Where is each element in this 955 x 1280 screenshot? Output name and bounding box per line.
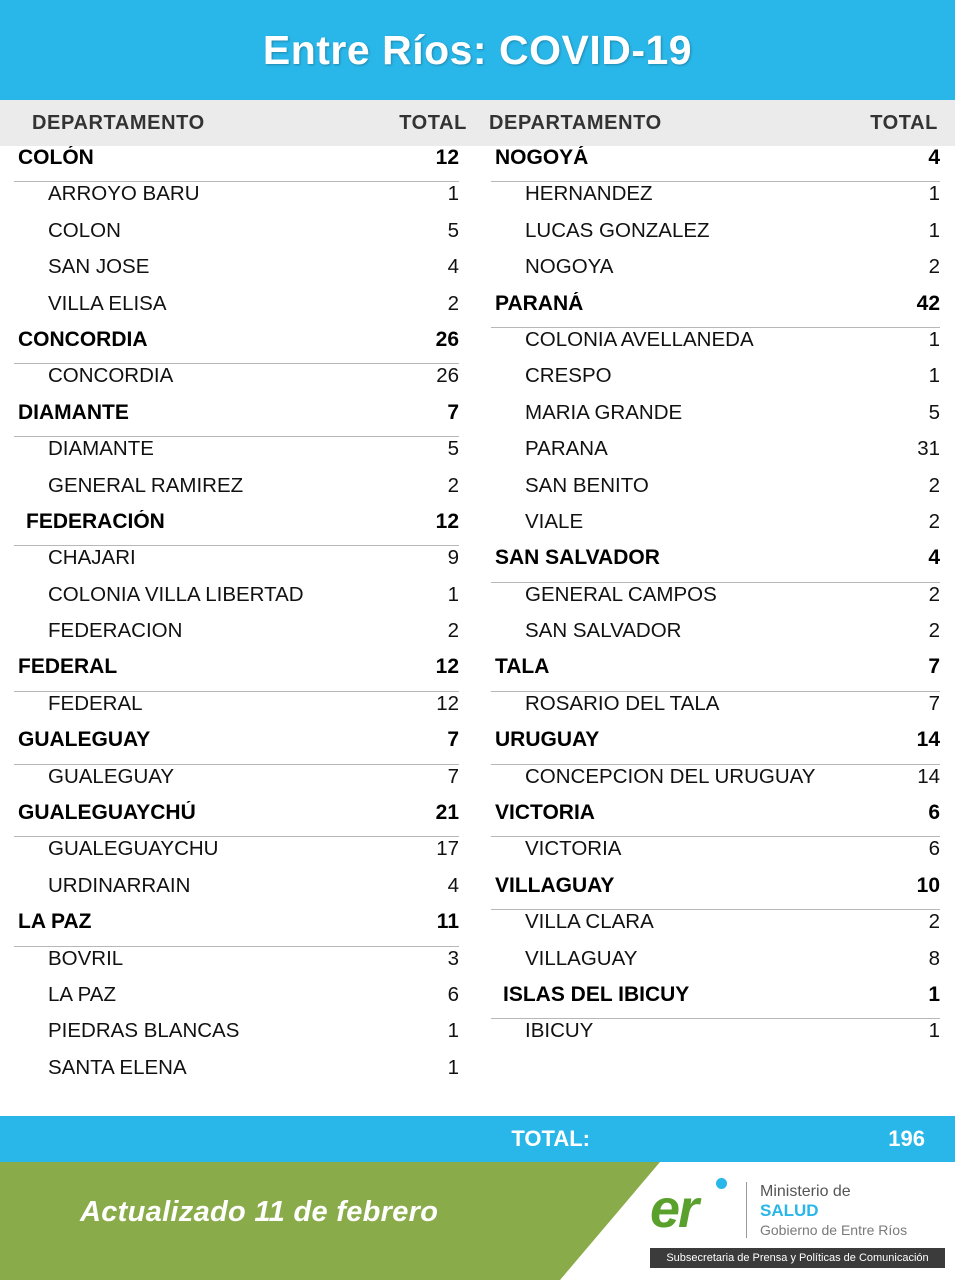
table-row-locality <box>491 947 940 983</box>
page-title: Entre Ríos: COVID-19 <box>262 27 693 73</box>
table-column-headers <box>0 100 955 146</box>
row-name: GENERAL RAMIREZ <box>48 473 244 497</box>
row-name: URUGUAY <box>495 728 600 752</box>
ministry-line-2: SALUD <box>760 1201 819 1220</box>
row-name: PARANÁ <box>495 291 584 315</box>
row-value: 4 <box>447 873 459 897</box>
row-value: 1 <box>928 218 940 242</box>
row-name: CONCEPCION DEL URUGUAY <box>525 764 816 788</box>
row-name: URDINARRAIN <box>48 873 191 897</box>
table-row-locality <box>14 437 459 473</box>
row-name: COLÓN <box>18 146 94 169</box>
row-value: 2 <box>928 619 940 643</box>
row-value: 1 <box>447 182 459 206</box>
row-name: ROSARIO DEL TALA <box>525 691 720 715</box>
row-name: GUALEGUAY <box>18 728 151 752</box>
table-row-locality <box>14 765 459 801</box>
row-name: CONCORDIA <box>18 327 148 351</box>
table-row-locality <box>14 546 459 582</box>
row-value: 4 <box>928 146 940 169</box>
row-name: FEDERACIÓN <box>26 509 165 533</box>
table-row-locality <box>14 983 459 1019</box>
row-value: 4 <box>928 546 940 570</box>
table-row-locality <box>491 364 940 400</box>
table-row-locality <box>14 255 459 291</box>
row-value: 11 <box>436 910 459 934</box>
header-total-left: TOTAL <box>399 111 467 134</box>
logo-divider <box>746 1182 747 1238</box>
row-name: COLON <box>48 218 121 242</box>
row-name: VILLAGUAY <box>495 873 615 897</box>
table-body <box>0 146 955 1116</box>
row-value: 10 <box>916 873 940 897</box>
table-row-department <box>491 728 940 764</box>
table-row-locality <box>14 474 459 510</box>
row-name: LA PAZ <box>48 982 116 1006</box>
row-name: ISLAS DEL IBICUY <box>503 982 690 1006</box>
table-column-right <box>477 146 954 1116</box>
table-row-locality <box>491 401 940 437</box>
column-header-left <box>0 100 477 146</box>
table-column-left <box>0 146 477 1116</box>
table-row-locality <box>491 510 940 546</box>
row-value: 31 <box>917 437 940 461</box>
row-value: 7 <box>928 655 940 679</box>
table-row-locality <box>14 219 459 255</box>
row-name: DIAMANTE <box>18 400 129 424</box>
row-value: 26 <box>435 327 459 351</box>
row-value: 6 <box>447 982 459 1006</box>
table-row-department <box>491 983 940 1019</box>
row-value: 2 <box>928 473 940 497</box>
row-name: BOVRIL <box>48 946 124 970</box>
row-value: 3 <box>447 946 459 970</box>
logo-dot-icon <box>716 1178 727 1189</box>
row-name: VICTORIA <box>495 801 595 825</box>
row-value: 12 <box>435 509 459 533</box>
row-name: CONCORDIA <box>48 364 174 388</box>
row-value: 1 <box>928 982 940 1006</box>
row-name: SAN JOSE <box>48 255 150 279</box>
row-name: GUALEGUAYCHÚ <box>18 801 196 825</box>
row-value: 6 <box>928 801 940 825</box>
table-row-department <box>491 801 940 837</box>
row-value: 2 <box>447 473 459 497</box>
row-value: 1 <box>928 364 940 388</box>
table-row-locality <box>491 583 940 619</box>
table-row-department <box>491 655 940 691</box>
row-value: 17 <box>436 837 459 861</box>
row-name: VIALE <box>525 509 584 533</box>
row-name: SAN BENITO <box>525 473 649 497</box>
row-value: 21 <box>435 801 459 825</box>
row-name: SAN SALVADOR <box>525 619 682 643</box>
row-value: 8 <box>928 946 940 970</box>
row-name: FEDERAL <box>48 691 143 715</box>
row-name: TALA <box>495 655 550 679</box>
row-name: COLONIA AVELLANEDA <box>525 327 754 351</box>
press-subsecretary-strip: Subsecretaria de Prensa y Políticas de Comunicación <box>650 1248 945 1268</box>
table-row-department <box>14 910 459 946</box>
table-row-locality <box>491 619 940 655</box>
row-value: 9 <box>447 546 459 570</box>
table-row-locality <box>491 437 940 473</box>
row-value: 5 <box>447 218 459 242</box>
row-value: 2 <box>928 255 940 279</box>
row-value: 1 <box>928 182 940 206</box>
updated-date: Actualizado 11 de febrero <box>80 1196 439 1228</box>
table-row-department <box>14 401 459 437</box>
row-name: CHAJARI <box>48 546 136 570</box>
row-value: 5 <box>928 400 940 424</box>
row-name: VILLA CLARA <box>525 910 654 934</box>
row-value: 2 <box>928 910 940 934</box>
row-name: SANTA ELENA <box>48 1055 187 1079</box>
row-value: 6 <box>928 837 940 861</box>
row-value: 1 <box>447 1019 459 1043</box>
row-value: 1 <box>447 582 459 606</box>
ministry-logo <box>650 1176 945 1272</box>
row-value: 7 <box>447 764 459 788</box>
table-row-locality <box>14 583 459 619</box>
row-name: FEDERACION <box>48 619 183 643</box>
row-name: MARIA GRANDE <box>525 400 683 424</box>
row-name: FEDERAL <box>18 655 118 679</box>
row-value: 1 <box>447 1055 459 1079</box>
row-value: 12 <box>436 691 459 715</box>
table-row-locality <box>14 292 459 328</box>
row-name: VILLA ELISA <box>48 291 167 315</box>
ministry-line-3: Gobierno de Entre Ríos <box>760 1222 908 1238</box>
row-name: LUCAS GONZALEZ <box>525 218 710 242</box>
table-row-locality <box>14 1056 459 1092</box>
row-value: 12 <box>435 655 459 679</box>
table-row-department <box>14 655 459 691</box>
table-row-locality <box>14 182 459 218</box>
row-name: SAN SALVADOR <box>495 546 660 570</box>
column-header-right <box>477 100 954 146</box>
row-value: 4 <box>447 255 459 279</box>
row-name: CRESPO <box>525 364 612 388</box>
row-name: VICTORIA <box>525 837 622 861</box>
row-name: COLONIA VILLA LIBERTAD <box>48 582 304 606</box>
table-row-department <box>491 874 940 910</box>
table-row-locality <box>491 1019 940 1055</box>
row-value: 7 <box>447 728 459 752</box>
table-row-locality <box>491 765 940 801</box>
table-row-locality <box>14 1019 459 1055</box>
row-value: 12 <box>435 146 459 169</box>
er-logo-icon: er <box>650 1179 698 1239</box>
row-name: GUALEGUAY <box>48 764 175 788</box>
row-name: ARROYO BARU <box>48 182 200 206</box>
total-value: 196 <box>888 1126 925 1151</box>
table-row-department <box>491 146 940 182</box>
row-name: VILLAGUAY <box>525 946 638 970</box>
row-name: PARANA <box>525 437 608 461</box>
row-name: NOGOYÁ <box>495 146 589 169</box>
row-name: PIEDRAS BLANCAS <box>48 1019 240 1043</box>
ministry-line-1: Ministerio de <box>760 1183 851 1200</box>
total-label: TOTAL: <box>511 1126 590 1151</box>
table-row-locality <box>14 692 459 728</box>
table-row-locality <box>491 910 940 946</box>
table-row-department <box>14 728 459 764</box>
row-name: NOGOYA <box>525 255 614 279</box>
total-band <box>0 1116 955 1162</box>
table-row-locality <box>491 328 940 364</box>
row-name: GUALEGUAYCHU <box>48 837 219 861</box>
row-value: 2 <box>928 509 940 533</box>
table-row-locality <box>491 182 940 218</box>
table-row-locality <box>14 364 459 400</box>
row-value: 42 <box>916 291 940 315</box>
table-row-department <box>14 510 459 546</box>
row-name: HERNANDEZ <box>525 182 653 206</box>
row-value: 2 <box>928 582 940 606</box>
table-row-department <box>14 801 459 837</box>
row-value: 1 <box>928 1019 940 1043</box>
table-row-locality <box>14 619 459 655</box>
row-value: 7 <box>447 400 459 424</box>
row-value: 26 <box>436 364 459 388</box>
header-departamento-right: DEPARTAMENTO <box>489 111 662 134</box>
table-row-locality <box>14 837 459 873</box>
row-value: 7 <box>928 691 940 715</box>
table-row-department <box>491 546 940 582</box>
row-name: GENERAL CAMPOS <box>525 582 717 606</box>
header-departamento-left: DEPARTAMENTO <box>32 111 205 134</box>
row-value: 1 <box>928 327 940 351</box>
table-row-locality <box>491 219 940 255</box>
table-row-locality <box>491 837 940 873</box>
table-row-department <box>14 146 459 182</box>
row-name: DIAMANTE <box>48 437 154 461</box>
ministry-text <box>760 1182 945 1239</box>
footer <box>0 1162 955 1280</box>
row-name: LA PAZ <box>18 910 92 934</box>
table-row-locality <box>14 874 459 910</box>
table-row-locality <box>14 947 459 983</box>
row-value: 2 <box>447 619 459 643</box>
table-row-locality <box>491 255 940 291</box>
row-value: 5 <box>447 437 459 461</box>
row-value: 14 <box>916 728 940 752</box>
table-row-locality <box>491 474 940 510</box>
row-name: IBICUY <box>525 1019 594 1043</box>
row-value: 2 <box>447 291 459 315</box>
table-row-locality <box>491 692 940 728</box>
table-row-department <box>14 328 459 364</box>
table-row-department <box>491 292 940 328</box>
row-value: 14 <box>917 764 940 788</box>
header-total-right: TOTAL <box>870 111 938 134</box>
